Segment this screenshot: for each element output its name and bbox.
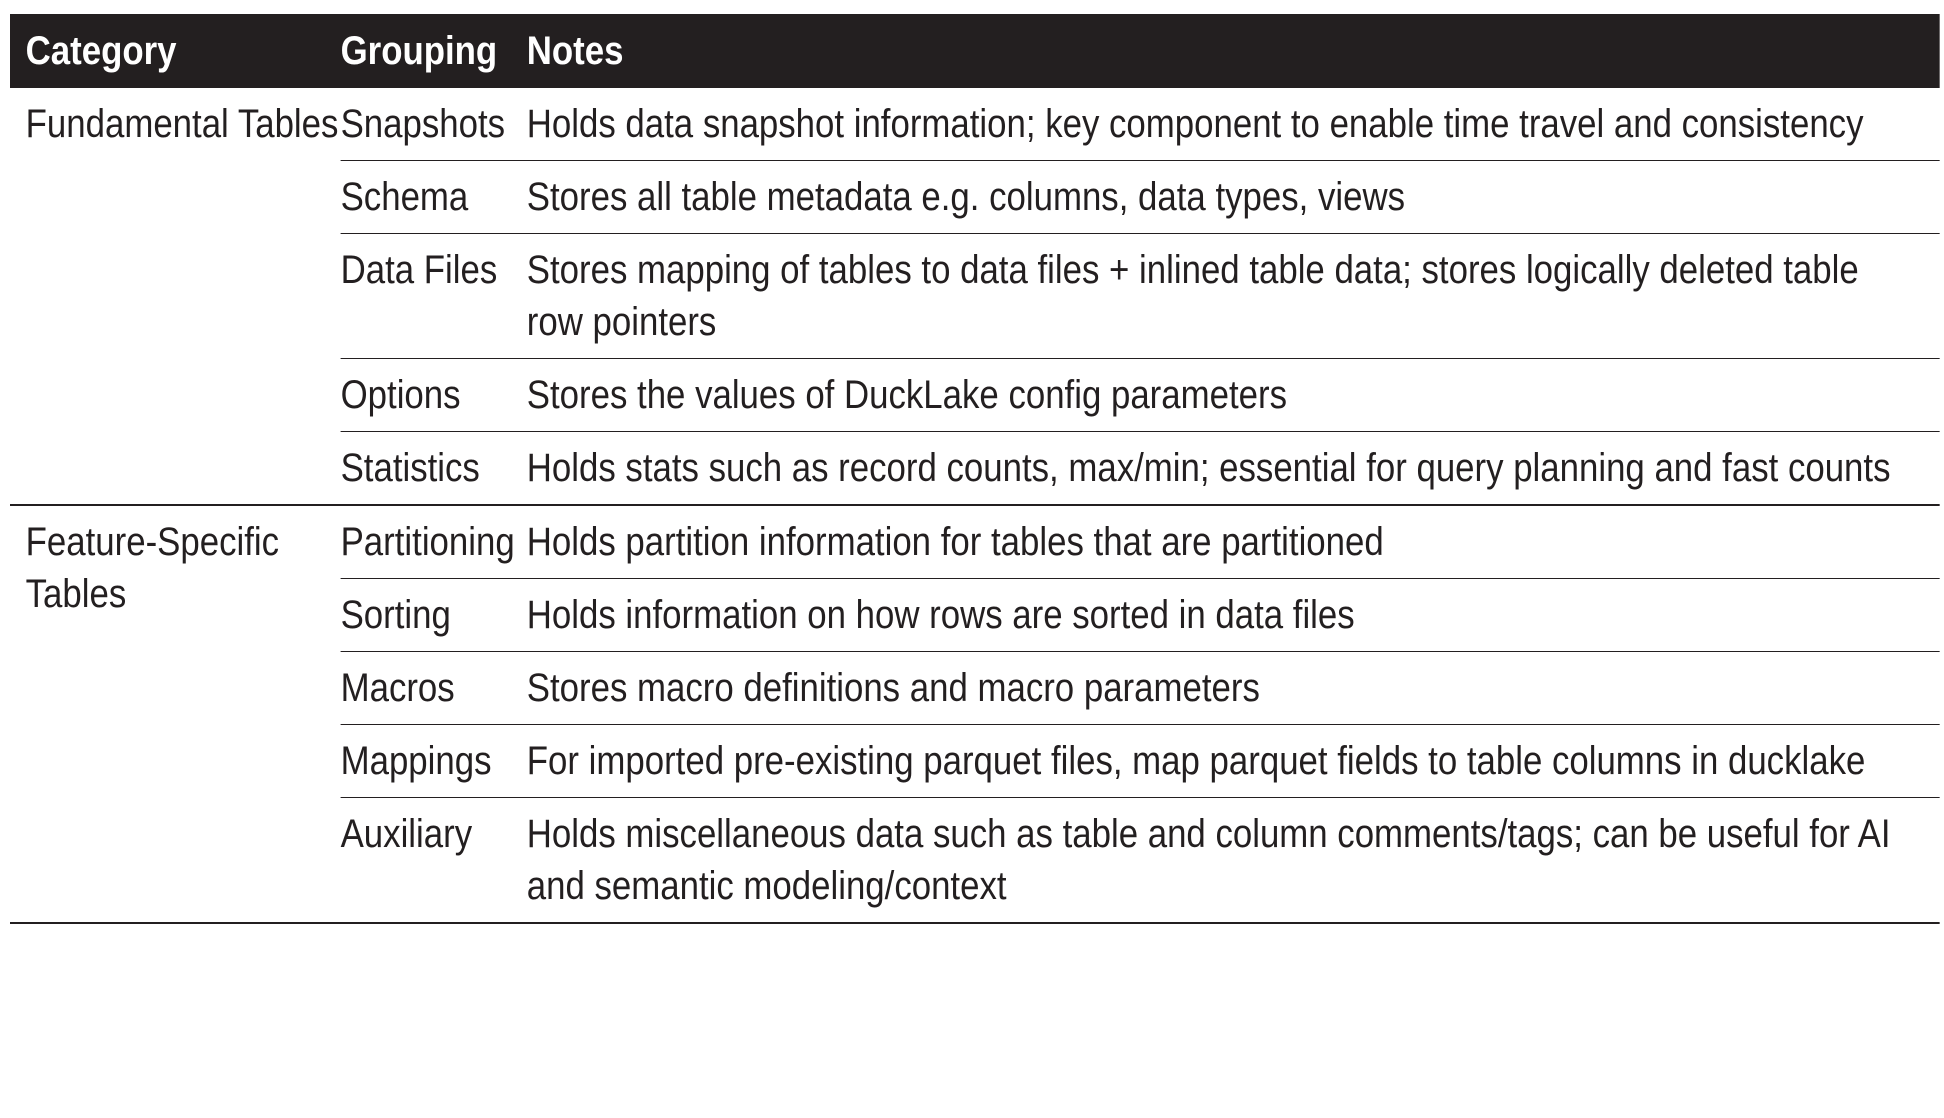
header-notes: Notes bbox=[526, 28, 624, 73]
grouping-cell: Partitioning bbox=[340, 520, 515, 564]
grouping-cell: Sorting bbox=[340, 593, 451, 637]
table-row bbox=[341, 432, 1940, 504]
header-category: Category bbox=[25, 28, 177, 73]
grouping-cell: Statistics bbox=[340, 446, 480, 490]
table-row bbox=[341, 161, 1940, 234]
table-group bbox=[10, 88, 1940, 506]
grouping-cell: Schema bbox=[340, 175, 469, 219]
table-row bbox=[341, 359, 1940, 432]
notes-cell: Stores all table metadata e.g. columns, data types, views bbox=[526, 175, 1405, 219]
metadata-table bbox=[10, 14, 1940, 924]
notes-cell: Holds partition information for tables that are partitioned bbox=[526, 520, 1384, 564]
table-group bbox=[10, 506, 1940, 924]
notes-cell: Stores mapping of tables to data files + inlined table data; stores logically deleted table row pointers bbox=[526, 248, 1859, 344]
table-row bbox=[341, 506, 1940, 579]
notes-cell: Holds information on how rows are sorted in data files bbox=[526, 593, 1355, 637]
table-row bbox=[341, 234, 1940, 359]
table-row bbox=[341, 88, 1940, 161]
category-cell: Feature-Specific Tables bbox=[25, 520, 280, 616]
grouping-cell: Mappings bbox=[340, 739, 492, 783]
grouping-cell: Options bbox=[340, 373, 461, 417]
notes-cell: Holds stats such as record counts, max/min; essential for query planning and fast counts bbox=[526, 446, 1891, 490]
notes-cell: For imported pre-existing parquet files, map parquet fields to table columns in ducklake bbox=[526, 739, 1866, 783]
table-row bbox=[341, 652, 1940, 725]
table-header bbox=[10, 14, 1940, 88]
grouping-cell: Macros bbox=[340, 666, 455, 710]
table-row bbox=[341, 579, 1940, 652]
notes-cell: Stores the values of DuckLake config parameters bbox=[526, 373, 1287, 417]
notes-cell: Stores macro definitions and macro parameters bbox=[526, 666, 1260, 710]
table-row bbox=[341, 798, 1940, 922]
grouping-cell: Snapshots bbox=[340, 102, 506, 146]
notes-cell: Holds data snapshot information; key component to enable time travel and consistency bbox=[526, 102, 1864, 146]
header-grouping: Grouping bbox=[340, 28, 498, 73]
category-cell: Fundamental Tables bbox=[25, 102, 339, 146]
grouping-cell: Auxiliary bbox=[340, 812, 473, 856]
notes-cell: Holds miscellaneous data such as table and column comments/tags; can be useful for AI and semantic modeling/context bbox=[526, 812, 1891, 908]
grouping-cell: Data Files bbox=[340, 248, 498, 292]
table-row bbox=[341, 725, 1940, 798]
